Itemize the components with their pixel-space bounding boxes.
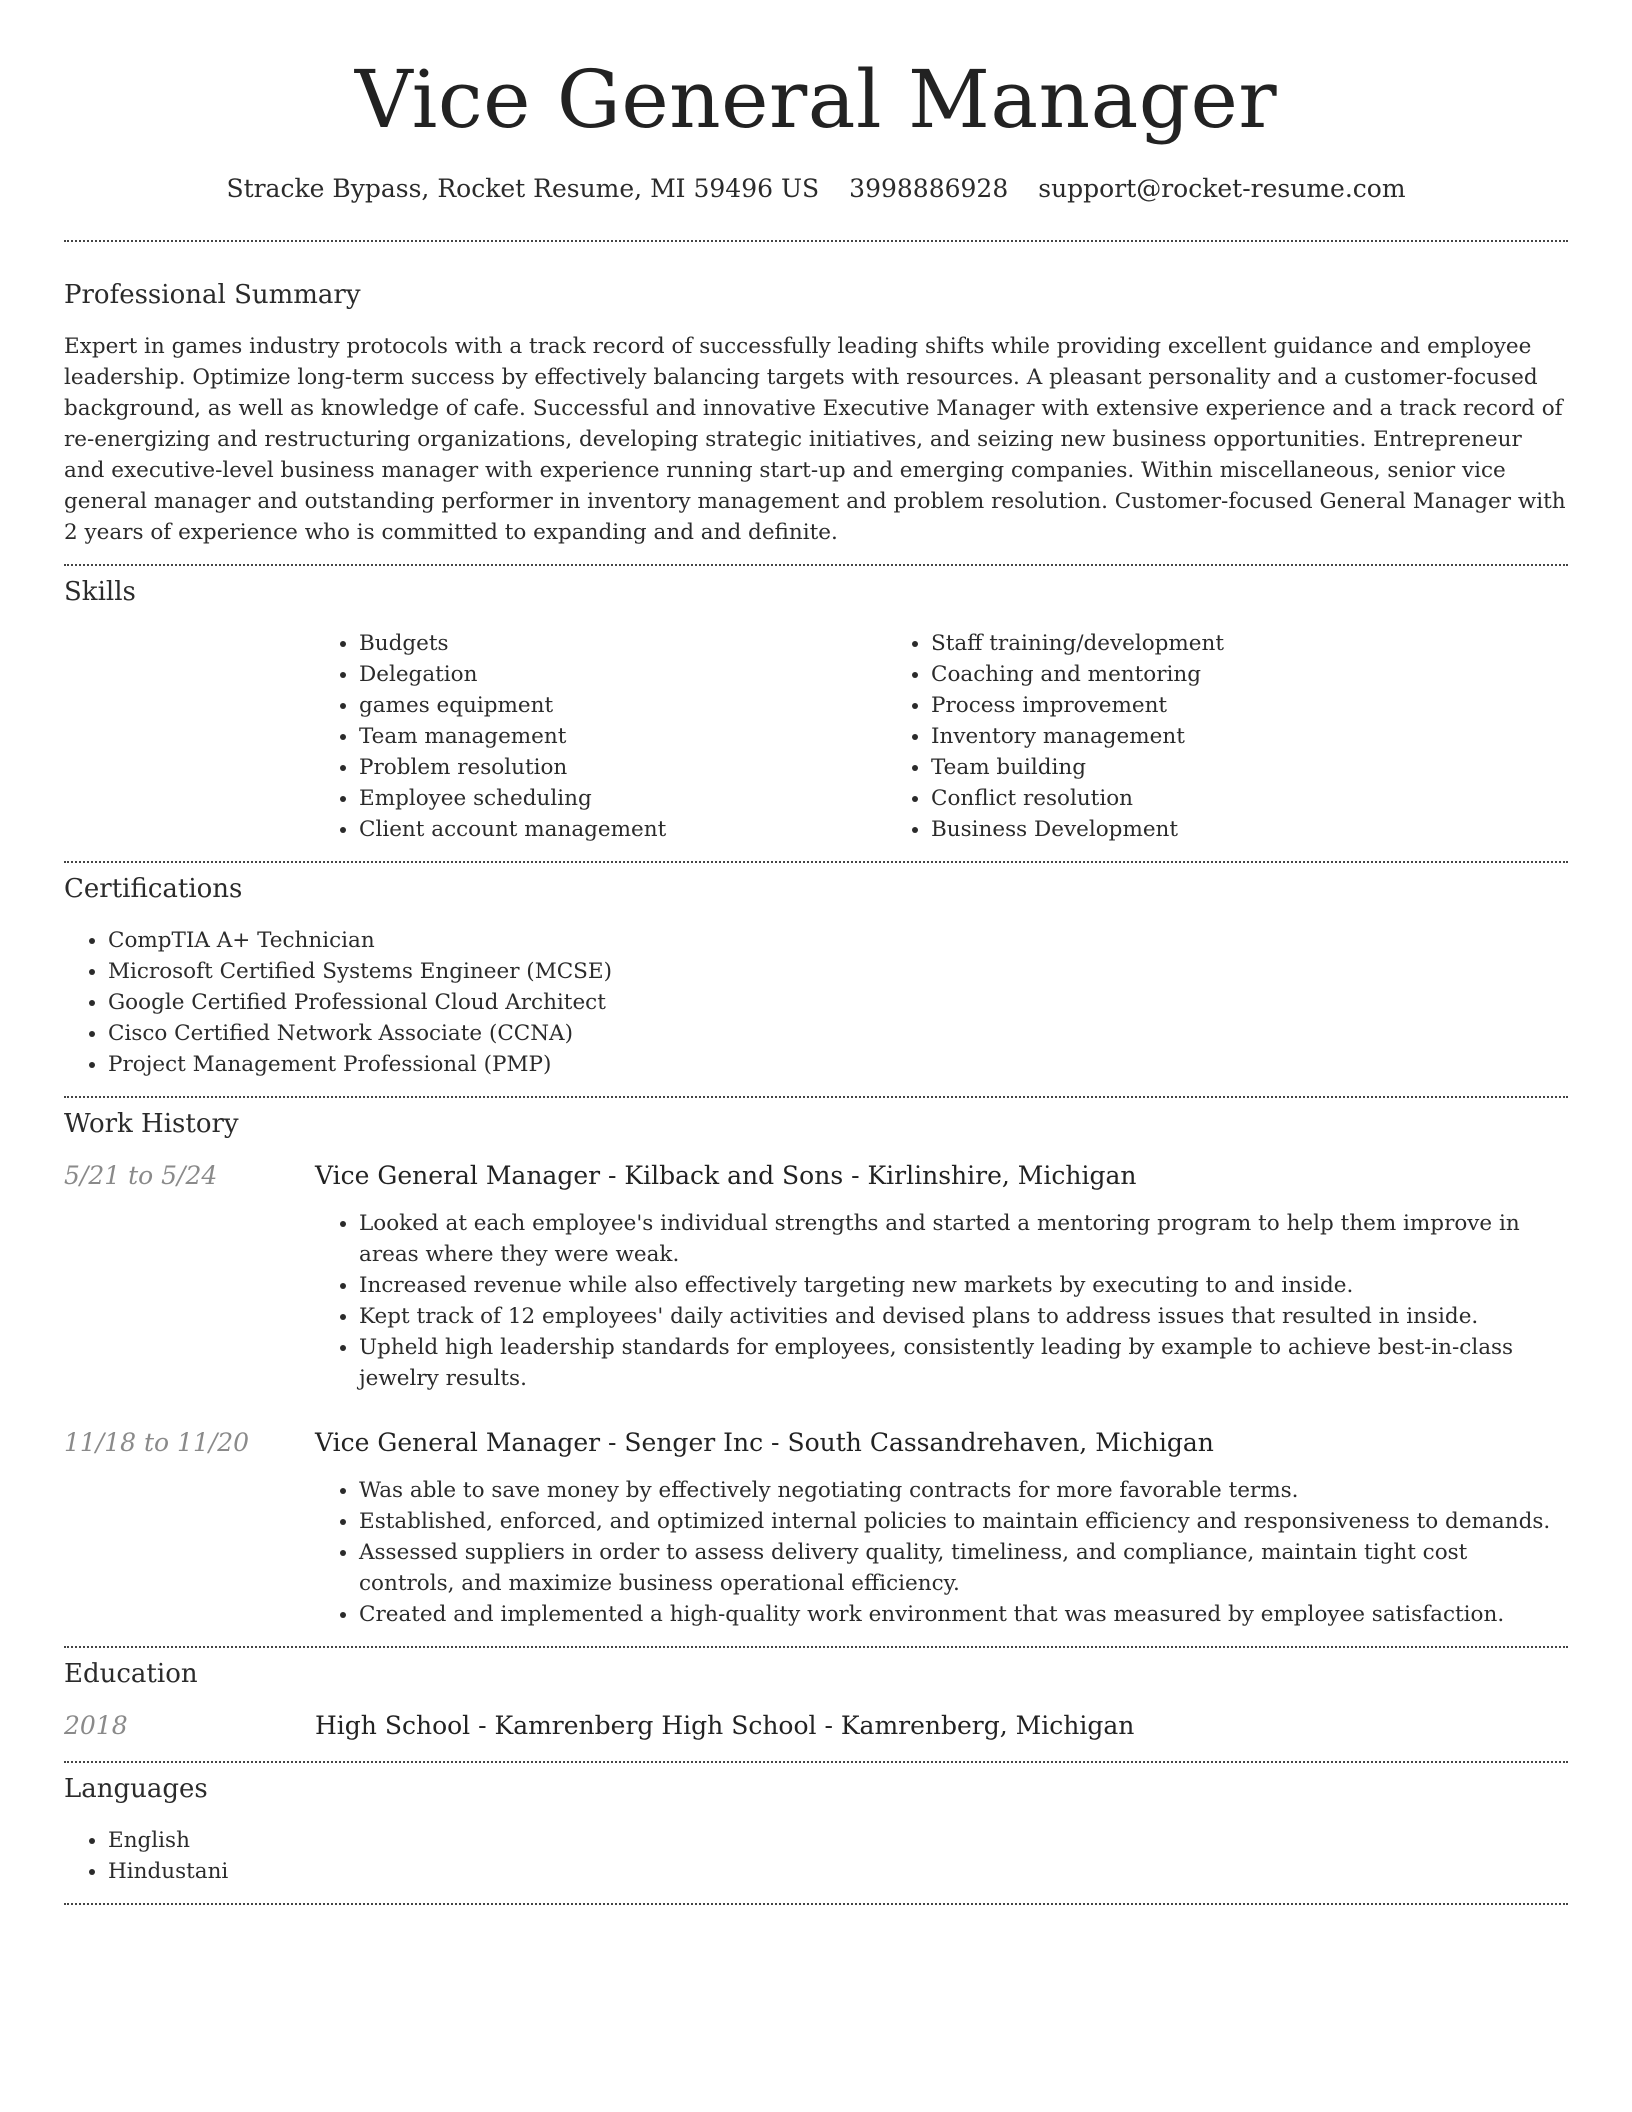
job-dates: 11/18 to 11/20	[64, 1428, 250, 1457]
contact-email: support@rocket-resume.com	[1038, 174, 1406, 203]
language-item: • English	[108, 1825, 1568, 1856]
education-entry	[64, 1710, 1568, 1742]
skills-section	[64, 566, 1568, 845]
skill-item: • Staff training/development	[931, 628, 1224, 659]
education-section	[64, 1648, 1568, 1742]
skill-item: • Employee scheduling	[359, 783, 887, 814]
summary-section	[64, 242, 1568, 548]
job-bullet: • Was able to save money by effectively negotiating contracts for more favorable terms.	[359, 1475, 1568, 1506]
skill-item: • Team management	[359, 721, 887, 752]
certification-item: • CompTIA A+ Technician	[108, 925, 1568, 956]
education-heading: High School - Kamrenberg High School - Kamrenberg, Michigan	[315, 1711, 1135, 1740]
job-bullet: • Assessed suppliers in order to assess delivery quality, timeliness, and compliance, maintain tight cost controls, and maximize business operational efficiency.	[359, 1537, 1568, 1599]
job-bullet: • Created and implemented a high-quality work environment that was measured by employee satisfaction.	[359, 1599, 1568, 1630]
certification-item: • Microsoft Certified Systems Engineer (MCSE)	[108, 956, 1568, 987]
certification-item: • Cisco Certified Network Associate (CCNA)	[108, 1018, 1568, 1049]
section-title-languages: Languages	[64, 1774, 208, 1804]
skills-list-right	[887, 628, 1224, 845]
skill-item: • Problem resolution	[359, 752, 887, 783]
section-title-work-history: Work History	[64, 1109, 239, 1139]
skill-item: • Client account management	[359, 814, 887, 845]
certifications-section	[64, 863, 1568, 1080]
summary-text: Expert in games industry protocols with a track record of successfully leading shifts while providing excellent guidance and employee leadership. Optimize long-term success by effectively balancing targets with resources. A pleasant personality and a customer-focused background, as well as knowledge of cafe. Successful and innovative Executive Manager with extensive experience and a track record of re-energizing and restructuring organizations, developing strategic initiatives, and seizing new business opportunities. Entrepreneur and executive-level business manager with experience running start-up and emerging companies. Within miscellaneous, senior vice general manager and outstanding performer in inventory management and problem resolution. Customer-focused General Manager with 2 years of experience who is committed to expanding and and definite.	[64, 334, 1566, 545]
job-bullet: • Kept track of 12 employees' daily activities and devised plans to address issues that resulted in inside.	[359, 1301, 1568, 1332]
skills-columns	[315, 628, 1568, 845]
job-bullets	[315, 1475, 1568, 1630]
job-bullets	[315, 1208, 1568, 1394]
section-title-skills: Skills	[64, 577, 136, 607]
skill-item: • Budgets	[359, 628, 887, 659]
job-bullet: • Established, enforced, and optimized internal policies to maintain efficiency and responsiveness to demands.	[359, 1506, 1568, 1537]
job-bullet: • Increased revenue while also effectively targeting new markets by executing to and inside.	[359, 1270, 1568, 1301]
job-entry	[64, 1427, 1568, 1630]
skill-item: • Delegation	[359, 659, 887, 690]
job-body	[315, 1427, 1568, 1630]
job-heading: Vice General Manager - Kilback and Sons - Kirlinshire, Michigan	[315, 1161, 1137, 1190]
skill-item: • Conflict resolution	[931, 783, 1224, 814]
education-year: 2018	[64, 1711, 128, 1740]
resume-name: Vice General Manager	[354, 53, 1278, 146]
skill-item: • Process improvement	[931, 690, 1224, 721]
skill-item: • Business Development	[931, 814, 1224, 845]
skill-item: • Inventory management	[931, 721, 1224, 752]
work-history-section	[64, 1098, 1568, 1630]
education-body	[315, 1710, 1568, 1742]
job-entry	[64, 1160, 1568, 1394]
skill-item: • Team building	[931, 752, 1224, 783]
section-title-education: Education	[64, 1659, 198, 1689]
languages-section	[64, 1763, 1568, 1887]
certifications-list	[64, 925, 1568, 1080]
contact-address: Stracke Bypass, Rocket Resume, MI 59496 US	[226, 174, 820, 203]
languages-list	[64, 1825, 1568, 1887]
contact-line	[64, 174, 1568, 204]
section-divider	[64, 1903, 1568, 1905]
certification-item: • Project Management Professional (PMP)	[108, 1049, 1568, 1080]
job-dates: 5/21 to 5/24	[64, 1161, 218, 1190]
language-item: • Hindustani	[108, 1856, 1568, 1887]
contact-phone: 3998886928	[849, 174, 1009, 203]
certification-item: • Google Certified Professional Cloud Architect	[108, 987, 1568, 1018]
skill-item: • Coaching and mentoring	[931, 659, 1224, 690]
skill-item: • games equipment	[359, 690, 887, 721]
job-bullet: • Upheld high leadership standards for employees, consistently leading by example to achieve best-in-class jewelry results.	[359, 1332, 1568, 1394]
section-title-summary: Professional Summary	[64, 280, 361, 310]
job-bullet: • Looked at each employee's individual strengths and started a mentoring program to help them improve in areas where they were weak.	[359, 1208, 1568, 1270]
job-body	[315, 1160, 1568, 1394]
job-heading: Vice General Manager - Senger Inc - South Cassandrehaven, Michigan	[315, 1428, 1214, 1457]
section-title-certifications: Certifications	[64, 874, 243, 904]
skills-list-left	[315, 628, 887, 845]
